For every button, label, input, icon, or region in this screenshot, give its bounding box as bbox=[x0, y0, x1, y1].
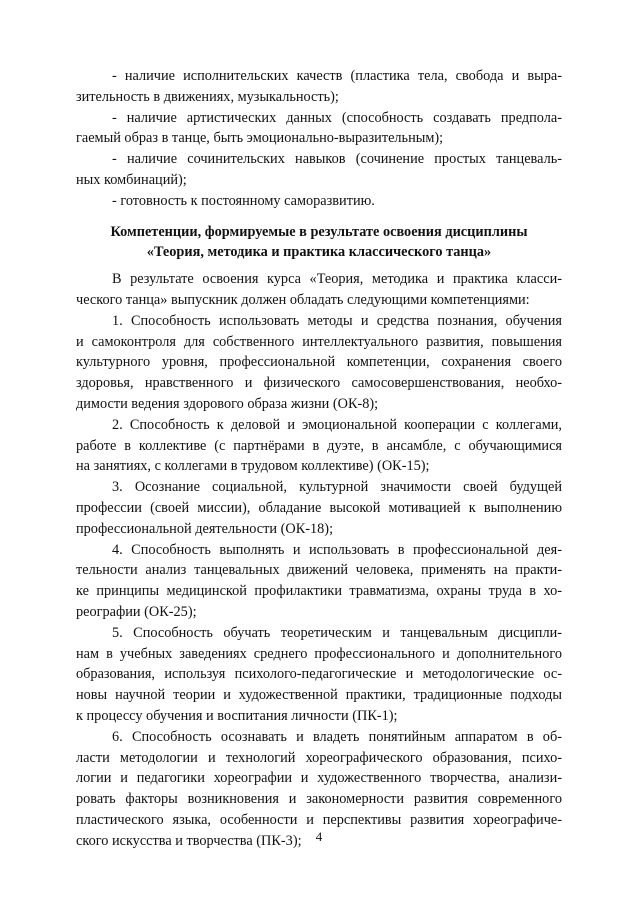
text-line: профессиональной деятельности (ОК-18); bbox=[76, 520, 334, 537]
text-line: - готовность к постоянному саморазвитию. bbox=[112, 192, 375, 209]
text-line: работе в коллективе (с партнёрами в дуэте, в ансамбле, с обучающимися bbox=[76, 437, 562, 454]
text-line: культурного уровня, профессиональной компетенции, сохранения своего bbox=[76, 354, 562, 371]
text-line: ласти методологии и технологий хореографического образования, психо- bbox=[76, 749, 562, 766]
text-line: ческого танца» выпускник должен обладать следующими компетенциями: bbox=[76, 291, 530, 308]
text-line: 2. Способность к деловой и эмоциональной кооперации с коллегами, bbox=[112, 416, 562, 433]
text-line: 5. Способность обучать теоретическим и танцевальным дисципли- bbox=[112, 624, 562, 641]
text-line: ных комбинаций); bbox=[76, 171, 187, 188]
text-line: на занятиях, с коллегами в трудовом коллективе) (ОК-15); bbox=[76, 458, 430, 475]
text-line: ке принципы медицинской профилактики травматизма, охраны труда в хо- bbox=[76, 583, 562, 600]
page-number: 4 bbox=[315, 829, 323, 844]
intro-list bbox=[76, 66, 562, 212]
text-line: новы научной теории и художественной практики, традиционные подходы bbox=[76, 687, 562, 704]
text-line: 6. Способность осознавать и владеть понятийным аппаратом в об- bbox=[112, 728, 562, 745]
text-line: В результате освоения курса «Теория, методика и практика класси- bbox=[112, 271, 562, 288]
text-line: здоровья, нравственного и физического самосовершенствования, необхо- bbox=[76, 375, 562, 392]
text-line: образования, используя психолого-педагогические и методологические ос- bbox=[76, 666, 562, 683]
heading-line-2: «Теория, методика и практика классического танца» bbox=[146, 244, 492, 261]
text-line: пластического языка, особенности и перспективы развития хореографиче- bbox=[76, 811, 562, 828]
text-line: 4. Способность выполнять и использовать в профессиональной дея- bbox=[112, 541, 562, 558]
text-line: реографии (ОК-25); bbox=[76, 603, 197, 620]
text-line: и самоконтроля для собственного интеллектуального развития, повышения bbox=[76, 333, 562, 350]
text-line: димости ведения здорового образа жизни (ОК-8); bbox=[76, 395, 379, 412]
text-line: гаемый образ в танце, быть эмоционально-выразительным); bbox=[76, 130, 444, 147]
section-heading bbox=[76, 222, 562, 264]
text-line: к процессу обучения и воспитания личности (ПК-1); bbox=[76, 707, 398, 724]
text-line: - наличие сочинительских навыков (сочинение простых танцеваль- bbox=[112, 151, 562, 168]
text-line: - наличие исполнительских качеств (пластика тела, свобода и выра- bbox=[112, 68, 562, 84]
document-page bbox=[76, 66, 562, 851]
text-line: ского искусства и творчества (ПК-3); bbox=[76, 832, 302, 849]
text-line: 3. Осознание социальной, культурной значимости своей будущей bbox=[112, 479, 562, 496]
text-line: тельности анализ танцевальных движений человека, применять на практи- bbox=[76, 562, 562, 579]
text-line: нам в учебных заведениях среднего профессионального и дополнительного bbox=[76, 645, 562, 662]
text-line: 1. Способность использовать методы и средства познания, обучения bbox=[112, 312, 562, 329]
competencies-text bbox=[76, 269, 562, 851]
heading-line-1: Компетенции, формируемые в результате освоения дисциплины bbox=[110, 223, 528, 240]
text-line: логии и педагогики хореографии и художественного творчества, анализи- bbox=[76, 770, 562, 787]
text-line: зительность в движениях, музыкальность); bbox=[76, 88, 339, 105]
text-line: - наличие артистических данных (способность создавать предпола- bbox=[112, 109, 562, 126]
text-line: ровать факторы возникновения и закономерности развития современного bbox=[76, 791, 562, 808]
text-line: профессии (своей миссии), обладание высокой мотивацией к выполнению bbox=[76, 499, 562, 516]
